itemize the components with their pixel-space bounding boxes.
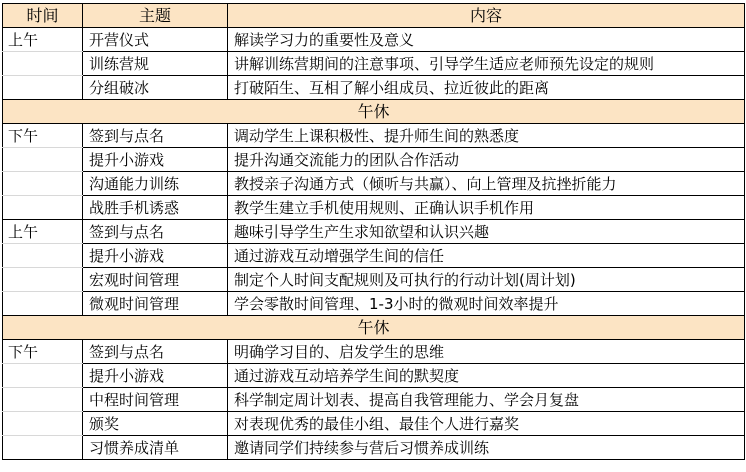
topic-cell: 习惯养成清单 — [83, 436, 228, 460]
topic-cell: 签到与点名 — [83, 220, 228, 244]
time-cell — [3, 364, 83, 388]
content-cell: 邀请同学们持续参与营后习惯养成训练 — [228, 436, 745, 460]
time-cell — [3, 436, 83, 460]
topic-cell: 颁奖 — [83, 412, 228, 436]
content-cell: 教授亲子沟通方式（倾听与共赢）、向上管理及抗挫折能力 — [228, 172, 745, 196]
topic-cell: 战胜手机诱惑 — [83, 196, 228, 220]
content-cell: 讲解训练营期间的注意事项、引导学生适应老师预先设定的规则 — [228, 52, 745, 76]
time-cell: 上午 — [3, 220, 83, 244]
time-cell — [3, 52, 83, 76]
content-cell: 解读学习力的重要性及意义 — [228, 28, 745, 52]
time-cell — [3, 268, 83, 292]
topic-cell: 分组破冰 — [83, 76, 228, 100]
table-row — [3, 148, 745, 172]
content-cell: 通过游戏互动培养学生间的默契度 — [228, 364, 745, 388]
content-cell: 学会零散时间管理、1-3小时的微观时间效率提升 — [228, 292, 745, 316]
content-cell: 制定个人时间支配规则及可执行的行动计划(周计划) — [228, 268, 745, 292]
table-row — [3, 172, 745, 196]
topic-cell: 中程时间管理 — [83, 388, 228, 412]
content-cell: 调动学生上课积极性、提升师生间的熟悉度 — [228, 124, 745, 148]
topic-cell: 提升小游戏 — [83, 364, 228, 388]
time-cell — [3, 292, 83, 316]
table-header — [3, 4, 745, 28]
time-cell — [3, 148, 83, 172]
content-cell: 明确学习目的、启发学生的思维 — [228, 340, 745, 364]
break-row — [3, 100, 745, 124]
topic-cell: 签到与点名 — [83, 340, 228, 364]
table-row — [3, 364, 745, 388]
topic-cell: 提升小游戏 — [83, 244, 228, 268]
content-cell: 科学制定周计划表、提高自我管理能力、学会月复盘 — [228, 388, 745, 412]
table-row — [3, 124, 745, 148]
header-time: 时间 — [3, 4, 83, 28]
table-row — [3, 412, 745, 436]
topic-cell: 宏观时间管理 — [83, 268, 228, 292]
table-row — [3, 28, 745, 52]
time-cell: 上午 — [3, 28, 83, 52]
table-row — [3, 220, 745, 244]
break-row — [3, 316, 745, 340]
topic-cell: 开营仪式 — [83, 28, 228, 52]
time-cell — [3, 244, 83, 268]
topic-cell: 签到与点名 — [83, 124, 228, 148]
header-topic: 主题 — [83, 4, 228, 28]
header-content: 内容 — [228, 4, 745, 28]
table-row — [3, 268, 745, 292]
topic-cell: 沟通能力训练 — [83, 172, 228, 196]
table-row — [3, 388, 745, 412]
time-cell — [3, 196, 83, 220]
table-row — [3, 196, 745, 220]
content-cell: 通过游戏互动增强学生间的信任 — [228, 244, 745, 268]
topic-cell: 训练营规 — [83, 52, 228, 76]
time-cell: 下午 — [3, 124, 83, 148]
table-row — [3, 76, 745, 100]
table-row — [3, 52, 745, 76]
break-label: 午休 — [3, 100, 745, 124]
time-cell — [3, 388, 83, 412]
time-cell — [3, 412, 83, 436]
table-row — [3, 340, 745, 364]
time-cell: 下午 — [3, 340, 83, 364]
table-row — [3, 244, 745, 268]
content-cell: 趣味引导学生产生求知欲望和认识兴趣 — [228, 220, 745, 244]
header-row — [3, 4, 745, 28]
content-cell: 打破陌生、互相了解小组成员、拉近彼此的距离 — [228, 76, 745, 100]
content-cell: 对表现优秀的最佳小组、最佳个人进行嘉奖 — [228, 412, 745, 436]
content-cell: 教学生建立手机使用规则、正确认识手机作用 — [228, 196, 745, 220]
schedule-table — [2, 3, 745, 460]
topic-cell: 提升小游戏 — [83, 148, 228, 172]
table-row — [3, 292, 745, 316]
time-cell — [3, 172, 83, 196]
time-cell — [3, 76, 83, 100]
topic-cell: 微观时间管理 — [83, 292, 228, 316]
content-cell: 提升沟通交流能力的团队合作活动 — [228, 148, 745, 172]
break-label: 午休 — [3, 316, 745, 340]
table-body — [3, 28, 745, 460]
table-row — [3, 436, 745, 460]
